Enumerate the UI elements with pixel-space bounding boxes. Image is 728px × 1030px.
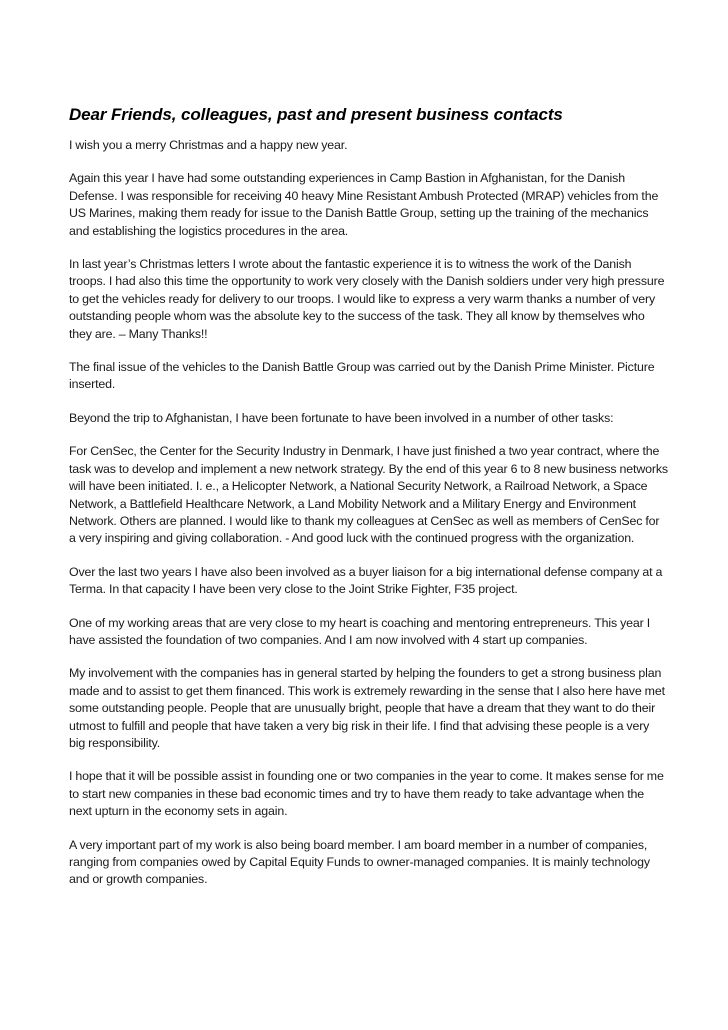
paragraph-other-tasks: Beyond the trip to Afghanistan, I have been fortunate to have been involved in a number of other tasks:	[69, 410, 614, 425]
paragraph-buyer-liaison: Over the last two years I have also been involved as a buyer liaison for a big international defense company at a Terma. In that capacity I have been very close to the Joint Strike Fighter, F35 project.	[69, 564, 663, 597]
paragraph-danish-troops: In last year’s Christmas letters I wrote about the fantastic experience it is to witness the work of the Danish troops. I had also this time the opportunity to work very closely with the Danish soldiers under very high pressure to get the vehicles ready for delivery to our troops. I would like to express a very warm thanks a number of very outstanding people whom was the absolute key to the success of the task. They all know by themselves who they are. – Many Thanks!!	[69, 257, 665, 341]
paragraph-entrepreneurs: One of my working areas that are very close to my heart is coaching and mentoring entrepreneurs. This year I have assisted the foundation of two companies. And I am now involved with 4 start up companies.	[69, 615, 651, 647]
paragraph-greeting: I wish you a merry Christmas and a happy new year.	[69, 138, 348, 152]
letter-title: Dear Friends, colleagues, past and present business contacts	[69, 105, 563, 124]
paragraph-companies-involvement: My involvement with the companies has in general started by helping the founders to get a strong business plan made and to assist to get them financed. This work is extremely rewarding in the sense that I also here have met some outstanding people. People that are unusually bright, people that have a dream that they want to do their utmost to fulfill and people that have taken a very big risk in their life. I find that advising these people is a very big responsibility.	[69, 666, 665, 750]
paragraph-final-issue: The final issue of the vehicles to the Danish Battle Group was carried out by the Danish Prime Minister. Picture inserted.	[69, 360, 655, 392]
paragraph-board-member: A very important part of my work is also being board member. I am board member in a number of companies, ranging from companies owed by Capital Equity Funds to owner-managed companies. It is mainly technology and or growth companies.	[69, 837, 650, 887]
paragraph-founding-companies: I hope that it will be possible assist in founding one or two companies in the year to come. It makes sense for me to start new companies in these bad economic times and try to have them ready to take advantage when the next upturn in the economy sets in again.	[69, 769, 664, 819]
paragraph-censec: For CenSec, the Center for the Security Industry in Denmark, I have just finished a two year contract, where the task was to develop and implement a new network strategy. By the end of this year 6 to 8 new business networks will have been initiated. I. e., a Helicopter Network, a National Security Network, a Railroad Network, a Space Network, a Battlefield Healthcare Network, a Land Mobility Network and a Military Energy and Environment Network. Others are planned. I would like to thank my colleagues at CenSec as well as members of CenSec for a very inspiring and giving collaboration. - And good luck with the continued progress with the organization.	[69, 444, 668, 546]
paragraph-camp-bastion: Again this year I have had some outstanding experiences in Camp Bastion in Afghanistan, for the Danish Defense. I was responsible for receiving 40 heavy Mine Resistant Ambush Protected (MRAP) vehicles from the US Marines, making them ready for issue to the Danish Battle Group, setting up the training of the mechanics and establishing the logistics procedures in the area.	[69, 171, 659, 238]
